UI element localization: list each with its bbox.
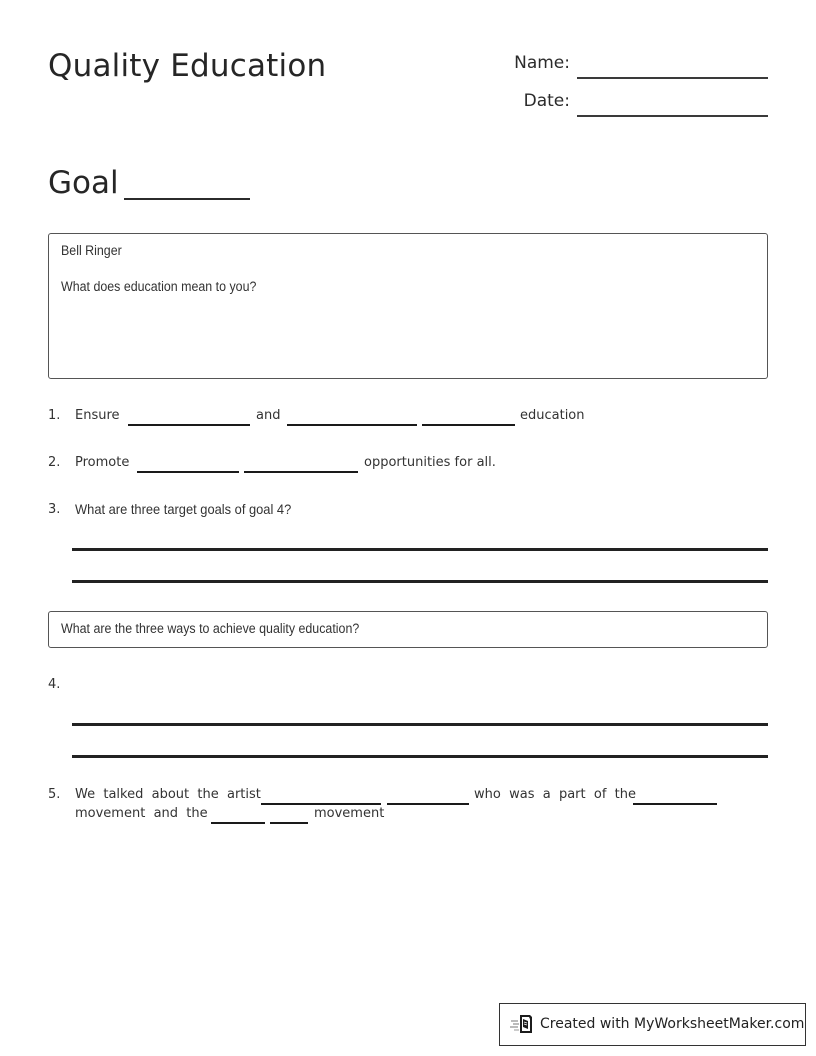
question-number: 2. <box>48 455 61 470</box>
answer-line[interactable] <box>72 580 768 583</box>
section-prompt-box <box>48 611 768 648</box>
footer-text: Created with MyWorksheetMaker.com <box>540 1016 805 1032</box>
question-text: What are three target goals of goal 4? <box>75 501 292 517</box>
blank-field[interactable] <box>270 822 308 824</box>
name-field[interactable] <box>577 77 768 79</box>
name-label: Name: <box>514 53 570 73</box>
blank-field[interactable] <box>633 803 717 805</box>
question-text: movement and the <box>75 806 208 821</box>
question-number: 3. <box>48 502 61 517</box>
goal-number-field[interactable] <box>124 198 250 200</box>
answer-line[interactable] <box>72 755 768 758</box>
worksheet-maker-logo-icon <box>510 1013 536 1035</box>
question-text: who was a part of the <box>474 787 637 802</box>
answer-line[interactable] <box>72 548 768 551</box>
blank-field[interactable] <box>422 424 515 426</box>
blank-field[interactable] <box>387 803 469 805</box>
question-text: We talked about the artist <box>75 787 261 802</box>
question-number: 5. <box>48 787 61 802</box>
blank-field[interactable] <box>211 822 265 824</box>
worksheet-title: Quality Education <box>48 48 327 84</box>
bell-ringer-prompt: What does education mean to you? <box>61 279 257 294</box>
blank-field[interactable] <box>128 424 250 426</box>
bell-ringer-box[interactable] <box>48 233 768 379</box>
blank-field[interactable] <box>137 471 239 473</box>
question-text: and <box>256 408 281 423</box>
question-text: opportunities for all. <box>364 455 496 470</box>
date-field[interactable] <box>577 115 768 117</box>
question-number: 1. <box>48 408 61 423</box>
date-label: Date: <box>523 91 570 111</box>
question-text: Ensure <box>75 408 120 423</box>
section-prompt-text: What are the three ways to achieve quality education? <box>61 621 360 636</box>
goal-heading: Goal <box>48 165 119 201</box>
bell-ringer-heading: Bell Ringer <box>61 243 122 258</box>
blank-field[interactable] <box>287 424 417 426</box>
question-text: movement <box>314 806 385 821</box>
blank-field[interactable] <box>261 803 381 805</box>
question-text: education <box>520 408 585 423</box>
question-number: 4. <box>48 677 61 692</box>
blank-field[interactable] <box>244 471 358 473</box>
question-text: Promote <box>75 455 130 470</box>
answer-line[interactable] <box>72 723 768 726</box>
